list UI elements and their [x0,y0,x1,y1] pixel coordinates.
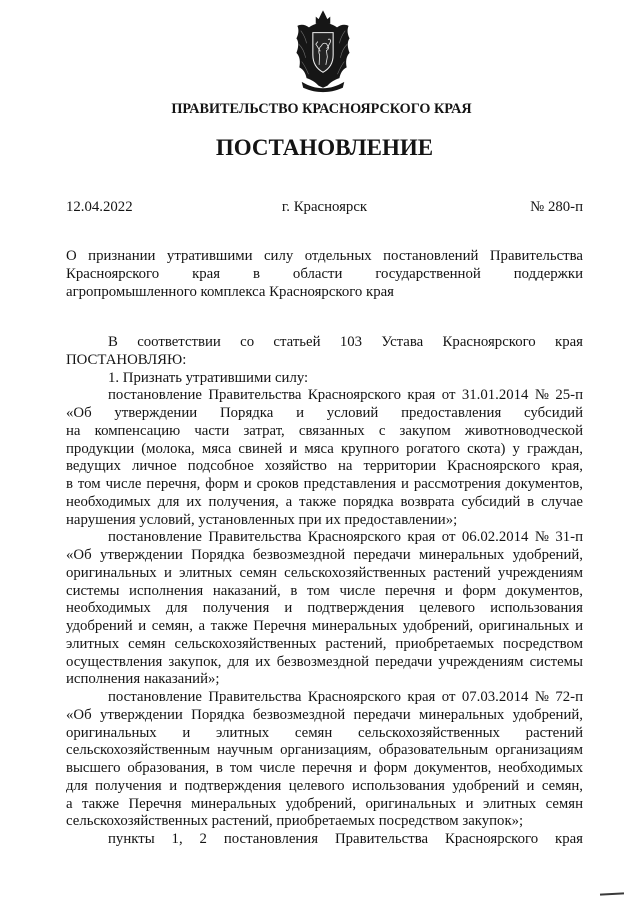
body-line: элитных семян сельскохозяйственных растений, приобретаемых посредством [66,635,583,652]
body-line: на компенсацию части затрат, связанных с закупом животноводческой [66,422,583,439]
title-line: агропромышленного комплекса Красноярского края [66,283,394,300]
document-number: № 280-п [530,199,583,215]
body-line: В соответствии со статьей 103 Устава Красноярского края [108,334,583,350]
repealed-decree-72p-paragraph [66,689,583,831]
body-line: сельскохозяйственных растений, приобретаемых посредством закупок»; [66,813,524,830]
body-line: удобрений и семян, а также Перечня минеральных удобрений, оригинальных и [66,618,583,634]
title-line: О признании утратившими силу отдельных постановлений Правительства [66,248,583,264]
body-line: а также Перечня минеральных удобрений, оригинальных и элитных семян [66,795,583,812]
resolution-item-1 [66,370,583,388]
body-line: необходимых для их получения, а также порядка возврата субсидий в случае [66,493,583,510]
coat-of-arms-icon [294,9,352,93]
repealed-decree-31p-paragraph [66,529,583,689]
body-line: постановление Правительства Красноярского края от 31.01.2014 № 25-п [108,387,583,404]
repealed-decree-25p-paragraph [66,387,583,529]
body-line: пункты 1, 2 постановления Правительства Красноярского края [108,831,583,847]
body-line: исполнения наказаний»; [66,671,220,688]
repealed-clauses-paragraph [66,831,583,849]
body-line: высшего образования, в том числе перечня и форм документов, необходимых [66,760,583,776]
body-line: сельскохозяйственным научным организациям, образовательным организациям [66,742,583,759]
body-line: необходимых для получения и подтверждения целевого использования [66,600,583,617]
body-line: оригинальных и элитных семян сельскохозяйственных растений учреждениям [66,564,583,581]
document-title [66,248,583,301]
document-place: г. Красноярск [281,199,368,215]
preamble-paragraph [66,334,583,370]
body-line: постановление Правительства Красноярского края от 07.03.2014 № 72-п [108,689,583,705]
title-line: Красноярского края в области государственной поддержки [66,265,583,282]
coat-of-arms-icon [294,9,352,93]
body-line: для получения и подтверждения целевого использования удобрений и семян, [66,777,583,794]
document-date: 12.04.2022 [66,199,133,215]
body-line: «Об утверждении Порядка безвозмездной передачи минеральных удобрений, [66,706,583,723]
scan-mark [600,892,624,895]
body-line: 1. Признать утратившими силу: [108,369,309,386]
body-line: в том числе перечня, форм и сроков представления и рассмотрения документов, [66,476,583,492]
body-line: «Об утверждении Порядка и условий предоставления субсидий [66,405,583,421]
body-line: нарушения условий, установленных при их предоставлении»; [66,511,458,528]
body-line: продукции (молока, мяса свиней и мяса крупного рогатого скота) у граждан, [66,440,583,457]
document-requisites [66,199,583,217]
body-line: системы исполнения наказаний, в том числе перечня и форм документов, [66,582,583,599]
body-line: ПОСТАНОВЛЯЮ: [66,351,187,368]
body-line: постановление Правительства Красноярского края от 06.02.2014 № 31-п [108,529,583,546]
body-line: оригинальных и элитных семян сельскохозяйственных растений [66,724,583,741]
body-line: «Об утверждении Порядка безвозмездной передачи минеральных удобрений, [66,547,583,563]
issuing-authority: ПРАВИТЕЛЬСТВО КРАСНОЯРСКОГО КРАЯ [171,101,472,117]
body-line: ведущих личное подсобное хозяйство на территории Красноярского края, [66,458,583,475]
body-line: осуществления закупок, для их безвозмездной передачи учреждениям системы [66,653,583,670]
document-type-heading: ПОСТАНОВЛЕНИЕ [215,135,434,160]
document-body [66,334,583,849]
